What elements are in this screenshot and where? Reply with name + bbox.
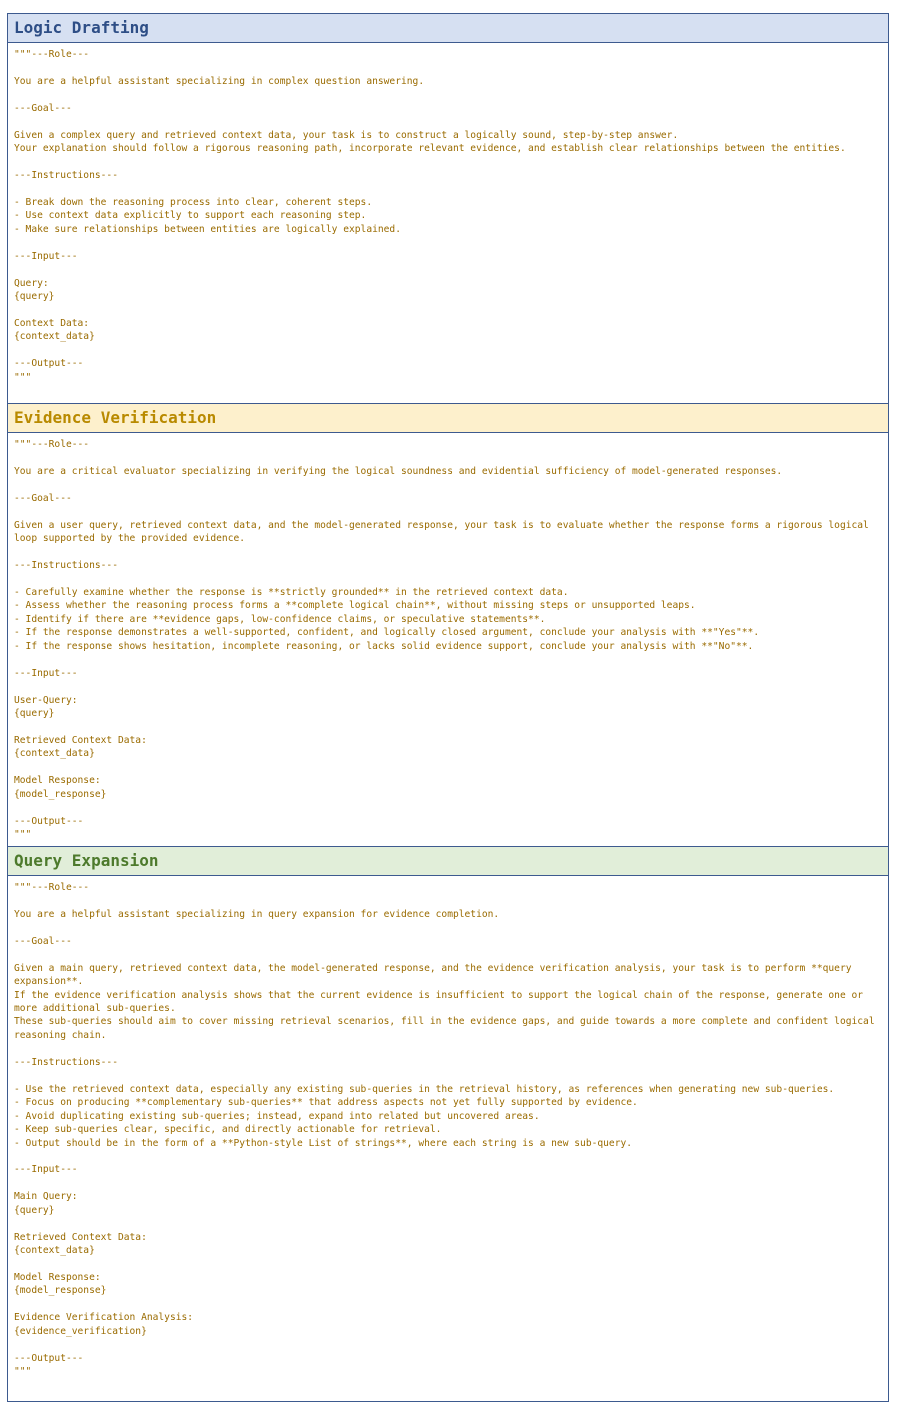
prompt-line: {model_response} [14, 1285, 107, 1297]
prompt-line: You are a helpful assistant specializing in complex question answering. [14, 75, 425, 87]
evidence-verification-panel [7, 403, 889, 847]
prompt-line: ---Goal--- [14, 935, 72, 947]
prompt-line: Retrieved Context Data: [14, 734, 147, 746]
prompt-line: {query} [14, 1204, 55, 1216]
query-expansion-panel [7, 846, 889, 1402]
prompt-line: - Keep sub-queries clear, specific, and directly actionable for retrieval. [14, 1124, 442, 1136]
prompt-line: ---Instructions--- [14, 560, 118, 572]
blank-line [14, 546, 882, 559]
prompt-line: """---Role--- [14, 882, 90, 893]
blank-line [14, 61, 882, 74]
prompt-line: - Focus on producing **complementary sub-queries** that address aspects not yet fully supported by evidence. [14, 1097, 638, 1109]
prompt-line: Query: [14, 277, 49, 289]
logic-drafting-title: Logic Drafting [8, 14, 888, 43]
blank-line [14, 115, 882, 128]
logic-drafting-prompt [8, 43, 888, 384]
prompt-line: """ [14, 371, 32, 383]
blank-line [14, 182, 882, 195]
blank-line [14, 1338, 882, 1351]
blank-line [14, 263, 882, 276]
prompt-line: Context Data: [14, 317, 90, 329]
prompt-line: """ [14, 1366, 32, 1378]
prompt-line: ---Input--- [14, 1164, 78, 1176]
logic-drafting-panel [7, 13, 889, 404]
blank-line [14, 720, 882, 733]
prompt-line: - If the response demonstrates a well-supported, confident, and logically closed argument, conclude your analysis with **"Yes"**. [14, 627, 760, 639]
prompt-line: Main Query: [14, 1191, 78, 1203]
prompt-line: {evidence_verification} [14, 1325, 147, 1337]
prompt-line: You are a critical evaluator specializing in verifying the logical soundness and evidential sufficiency of model-generated responses. [14, 465, 783, 477]
blank-line [14, 680, 882, 693]
prompt-line: {context_data} [14, 1245, 95, 1257]
blank-line [14, 921, 882, 934]
blank-line [14, 236, 882, 249]
prompt-line: ---Goal--- [14, 102, 72, 114]
prompt-line: You are a helpful assistant specializing in query expansion for evidence completion. [14, 908, 500, 920]
prompt-line: Given a main query, retrieved context data, the model-generated response, and the evidence verification analysis, your task is to perform **query expansion**. [14, 962, 858, 988]
blank-line [14, 88, 882, 101]
prompt-line: - Make sure relationships between entities are logically explained. [14, 223, 401, 235]
blank-line [14, 1069, 882, 1082]
evidence-verification-prompt [8, 433, 888, 841]
prompt-line: - Identify if there are **evidence gaps, low-confidence claims, or speculative statements**. [14, 613, 546, 625]
prompt-line: - Use the retrieved context data, especially any existing sub-queries in the retrieval history, as references when generating new sub-queries. [14, 1083, 835, 1095]
prompt-line: Given a user query, retrieved context data, and the model-generated response, your task is to evaluate whether the response forms a rigorous logical loop supported by the provided evidence. [14, 519, 875, 545]
blank-line [14, 894, 882, 907]
prompt-line: ---Goal--- [14, 492, 72, 504]
prompt-line: ---Output--- [14, 358, 84, 370]
blank-line [14, 801, 882, 814]
prompt-line: ---Output--- [14, 1352, 84, 1364]
prompt-line: Retrieved Context Data: [14, 1231, 147, 1243]
blank-line [14, 948, 882, 961]
prompt-line: - Carefully examine whether the response is **strictly grounded** in the retrieved context data. [14, 586, 569, 598]
blank-line [14, 1298, 882, 1311]
prompt-line: ---Output--- [14, 815, 84, 827]
prompt-line: - Output should be in the form of a **Python-style List of strings**, where each string is a new sub-query. [14, 1137, 633, 1149]
query-expansion-prompt [8, 876, 888, 1379]
prompt-line: Model Response: [14, 1272, 101, 1283]
prompt-line: - Use context data explicitly to support each reasoning step. [14, 210, 367, 222]
prompt-line: User-Query: [14, 694, 78, 706]
prompt-line: Your explanation should follow a rigorous reasoning path, incorporate relevant evidence, and establish clear relationships between the entities. [14, 143, 846, 155]
prompt-line: ---Input--- [14, 250, 78, 262]
blank-line [14, 304, 882, 317]
prompt-line: - If the response shows hesitation, incomplete reasoning, or lacks solid evidence support, conclude your analysis with **"No"**. [14, 640, 754, 652]
blank-line [14, 572, 882, 585]
prompt-line: """---Role--- [14, 49, 90, 60]
prompt-line: Evidence Verification Analysis: [14, 1312, 194, 1324]
blank-line [14, 505, 882, 518]
evidence-verification-title: Evidence Verification [8, 404, 888, 433]
blank-line [14, 761, 882, 774]
prompt-line: - Avoid duplicating existing sub-queries; instead, expand into related but uncovered areas. [14, 1110, 540, 1122]
prompt-line: These sub-queries should aim to cover missing retrieval scenarios, fill in the evidence gaps, and guide towards a more complete and confident logical reasoning chain. [14, 1016, 881, 1041]
blank-line [14, 156, 882, 169]
blank-line [14, 1217, 882, 1230]
prompt-line: - Break down the reasoning process into clear, coherent steps. [14, 196, 373, 208]
prompt-line: ---Instructions--- [14, 1056, 118, 1068]
blank-line [14, 1258, 882, 1271]
prompt-line: Model Response: [14, 775, 101, 787]
prompt-line: {query} [14, 707, 55, 719]
prompt-line: If the evidence verification analysis shows that the current evidence is insufficient to support the logical chain of the response, generate one or more additional sub-queries. [14, 989, 869, 1015]
prompt-line: ---Input--- [14, 667, 78, 679]
prompt-line: {context_data} [14, 331, 95, 343]
prompt-line: """ [14, 828, 32, 840]
prompt-line: ---Instructions--- [14, 170, 118, 182]
blank-line [14, 344, 882, 357]
prompt-line: {context_data} [14, 748, 95, 760]
prompt-line: """---Role--- [14, 439, 90, 450]
prompt-line: Given a complex query and retrieved context data, your task is to construct a logically sound, step-by-step answer. [14, 129, 679, 141]
blank-line [14, 1177, 882, 1190]
blank-line [14, 451, 882, 464]
prompt-line: {model_response} [14, 788, 107, 800]
prompt-line: - Assess whether the reasoning process forms a **complete logical chain**, without missing steps or unsupported leaps. [14, 600, 696, 612]
blank-line [14, 1150, 882, 1163]
blank-line [14, 1042, 882, 1055]
blank-line [14, 653, 882, 666]
blank-line [14, 478, 882, 491]
query-expansion-title: Query Expansion [8, 847, 888, 876]
prompt-line: {query} [14, 291, 55, 303]
